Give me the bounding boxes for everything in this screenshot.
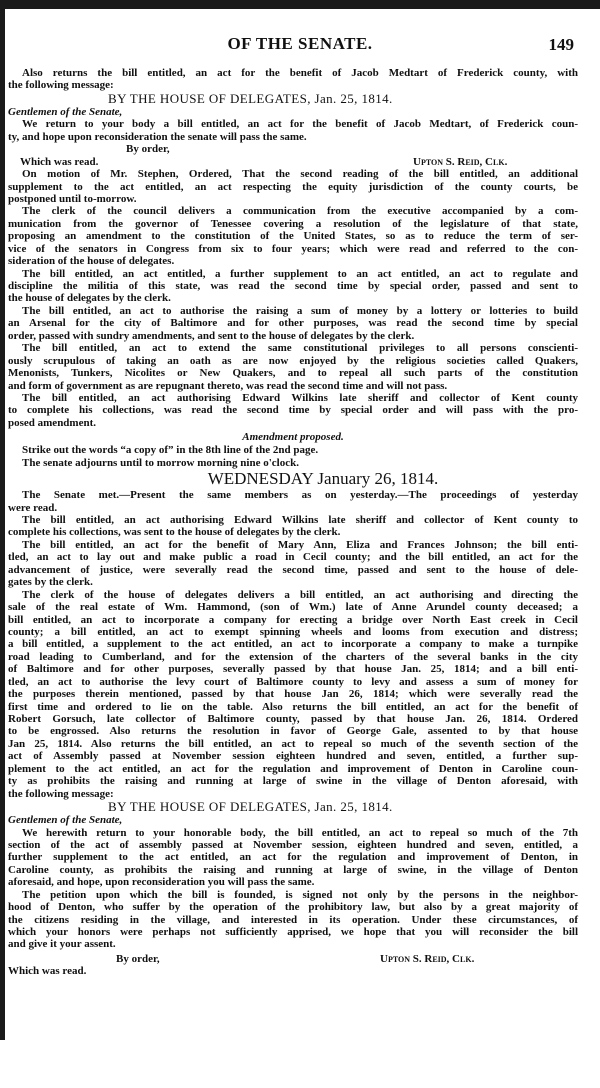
text-line: Jan 25, 1814. Also returns the bill entitled, an act to repeal so much of the seventh section of the [8, 737, 578, 750]
text-line: aforesaid, and hope, upon reconsideration you will pass the same. [8, 876, 315, 889]
text-line: gates by the clerk. [8, 576, 93, 589]
text-line: ously scrupulous of taking an oath as are now enjoyed by the religious societies called Quakers, [8, 354, 578, 367]
text-line: On motion of Mr. Stephen, Ordered, That the second reading of the bill entitled, an additional [22, 168, 578, 181]
signature-line [8, 156, 578, 168]
text-line: The clerk of the house of delegates delivers a bill entitled, an act authorising and directing the [22, 588, 578, 601]
text-line: The bill entitled, an act authorising Edward Wilkins late sheriff and collector of Kent county to [22, 514, 578, 526]
text-line: vice of the senators in Congress from six to four years; which were read and referred to the con- [8, 242, 578, 255]
text-line: The bill entitled, an act to authorise the raising a sum of money by a lottery or lotteries to build [22, 304, 578, 317]
signature-clerk: Upton S. Reid, Clk. [380, 952, 475, 965]
text-line: and form of government as are repugnant thereto, was read the second time and will not pass. [8, 379, 448, 392]
paragraph [8, 168, 578, 205]
text-line: first time and ordered to lie on the table. Also returns the bill entitled, an act for the benefit of [8, 700, 578, 713]
text-line: sale of the real estate of Wm. Hammond, (son of Wm.) late of Anne Arundel county deceased; a [8, 601, 578, 614]
text-line: order, passed with sundry amendments, and sent to the house of delegates by the clerk. [8, 329, 415, 342]
paragraph [8, 205, 578, 267]
text-line: hood of Denton, who suffer by the operation of the prohibitory law, but also by a great majority of [8, 901, 578, 914]
text-line: The Senate met.—Present the same members as on yesterday.—The proceedings of yesterday [22, 489, 578, 502]
paragraph [8, 392, 578, 429]
signature-left: By order, [126, 143, 170, 156]
text-line: the house of delegates by the clerk. [8, 292, 171, 305]
text-line: a bill entitled, a supplement to the act entitled, an act to incorporate a company to make a turnpike [8, 638, 578, 651]
page-body [8, 67, 578, 977]
text-line: county; a bill entitled, an act to exempt spinning wheels and looms from execution and distress; [8, 625, 578, 638]
salutation: Gentlemen of the Senate, [8, 814, 123, 827]
signature-line [8, 143, 578, 155]
text-line: Which was read. [8, 964, 87, 977]
text-line: to be engrossed. Also returns the resolution in favor of George Gale, assented to by that house [8, 725, 578, 738]
text-line: We herewith return to your honorable body, the bill entitled, an act to repeal so much of the 7th [22, 826, 578, 839]
page-header [0, 34, 600, 58]
salutation: Gentlemen of the Senate, [8, 105, 123, 118]
text-line: the following message: [8, 787, 114, 800]
text-line: postponed until to-morrow. [8, 192, 137, 205]
text-line: Caroline county, as prohibits the raising and running at large of swine, in the village of Denton [8, 863, 578, 876]
page-number: 149 [548, 35, 574, 54]
scan-left-edge [0, 0, 5, 1040]
text-line: The bill entitled, an act for the benefit of Mary Ann, Eliza and Frances Johnson; the bill enti- [22, 538, 578, 551]
text-line: The clerk of the council delivers a communication from the executive accompanied by a com- [22, 205, 578, 218]
text-line: We return to your body a bill entitled, an act for the benefit of Jacob Medtart, of Frederick coun- [22, 118, 578, 131]
text-line: road leading to Cumberland, and for the extension of the charters of the several banks in the city [8, 650, 578, 663]
text-line: which your honors were perhaps not sufficiently apprised, we hope that you will reconsider the bill [8, 926, 578, 938]
paragraph [8, 589, 578, 800]
text-line: supplement to the act entitled, an act respecting the equity jurisdiction of the county courts, be [8, 180, 578, 193]
date-heading: WEDNESDAY January 26, 1814. [207, 469, 439, 489]
message-heading: BY THE HOUSE OF DELEGATES, Jan. 25, 1814. [108, 90, 393, 106]
text-line: the purposes therein mentioned, passed by that house Jan 26, 1814; which were severally read the [8, 688, 578, 701]
paragraph [8, 514, 578, 539]
message-heading: BY THE HOUSE OF DELEGATES, Jan. 25, 1814. [108, 799, 393, 815]
paragraph [8, 268, 578, 305]
paragraph [8, 118, 578, 143]
text-line: an Arsenal for the city of Baltimore and for other purposes, was read the second time by special [8, 317, 578, 330]
paragraph [8, 489, 578, 514]
text-line: The bill entitled, an act authorising Edward Wilkins late sheriff and collector of Kent county [22, 391, 578, 404]
paragraph [8, 444, 578, 456]
text-line: of Baltimore and for other purposes, severally passed by that house Jan. 25, 1814; and a bill enti- [8, 663, 578, 676]
text-line: and give it your assent. [8, 938, 116, 951]
text-line: to complete his collections, was read the second time by special order and will pass with the pro- [8, 404, 578, 417]
signature-clerk: Upton S. Reid, Clk. [413, 155, 508, 168]
text-line: Robert Gorsuch, late collector of Baltimore county, passed by that house Jan. 26, 1814. Ordered [8, 713, 578, 725]
text-line: Also returns the bill entitled, an act for the benefit of Jacob Medtart of Frederick county, with [22, 67, 578, 79]
text-line: the citizens residing in the village, and interested in its operation. Under these circumstances, of [8, 913, 578, 926]
amendment-heading: Amendment proposed. [242, 431, 344, 444]
text-line: The petition upon which the bill is founded, is signed not only by the persons in the neighbor- [22, 888, 578, 901]
signature-line [8, 953, 578, 965]
paragraph [8, 539, 578, 589]
text-line: further supplement to the act entitled, an act for the regulation and improvement of Denton, in [8, 851, 578, 864]
text-line: tled, an act to authorise the levy court of Baltimore county to levy and assess a sum of money for [8, 675, 578, 688]
text-line: The bill entitled, an act to extend the same constitutional privileges to all persons conscienti- [22, 342, 578, 355]
text-line: advancement of justice, were severally read the second time, passed and sent to the house of dele- [8, 563, 578, 576]
text-line: Menonists, Tunkers, Nicolites or New Quakers, and to repeal all such parts of the constitution [8, 367, 578, 380]
paragraph [8, 342, 578, 392]
paragraph [8, 67, 578, 92]
text-line: the following message: [8, 79, 114, 92]
text-line: were read. [8, 501, 58, 514]
paragraph [8, 889, 578, 951]
paragraph [8, 305, 578, 342]
text-line: plement to the act entitled, an act for the regulation and improvement of Denton in Caroline coun- [8, 762, 578, 775]
paragraph [8, 457, 578, 469]
text-line: The bill entitled, an act entitled, a further supplement to an act entitled, an act to regulate and [22, 267, 578, 280]
text-line: proposing an amendment to the constitution of the United States, so as to reduce the term of ser- [8, 230, 578, 243]
scan-top-edge [0, 0, 600, 9]
text-line: Strike out the words “a copy of” in the 8th line of the 2nd page. [22, 444, 319, 457]
text-line: discipline the militia of this state, was read the second time by special order, passed and sent to [8, 280, 578, 292]
text-line: complete his collections, was sent to the house of delegates by the clerk. [8, 526, 341, 539]
text-line: act of Assembly passed at November session eighteen hundred and seven, entitled, a further sup- [8, 750, 578, 763]
text-line: section of the act of assembly passed at November session, eighteen hundred and seven, entitled, a [8, 838, 578, 851]
text-line: The senate adjourns until to morrow morning nine o'clock. [22, 456, 299, 469]
text-line: tled, an act to lay out and make public a road in Cecil county; and the bill entitled, an act for the [8, 551, 578, 564]
text-line: sideration of the house of delegates. [8, 255, 175, 268]
text-line: munication from the governor of Tenessee covering a resolution of the legislature of that state, [8, 217, 578, 230]
text-line: bill entitled, an act to incorporate a company for erecting a bridge over North East creek in Cecil [8, 613, 578, 626]
paragraph [8, 827, 578, 889]
signature-left: By order, [116, 952, 160, 965]
text-line: posed amendment. [8, 416, 97, 429]
running-head: OF THE SENATE. [227, 34, 373, 53]
text-line: ty as prohibits the raising and running at large of swine in the village of Denton aforesaid, with [8, 775, 578, 788]
text-line: ty, and hope upon reconsideration the senate will pass the same. [8, 130, 307, 143]
signature-left: Which was read. [20, 155, 99, 168]
